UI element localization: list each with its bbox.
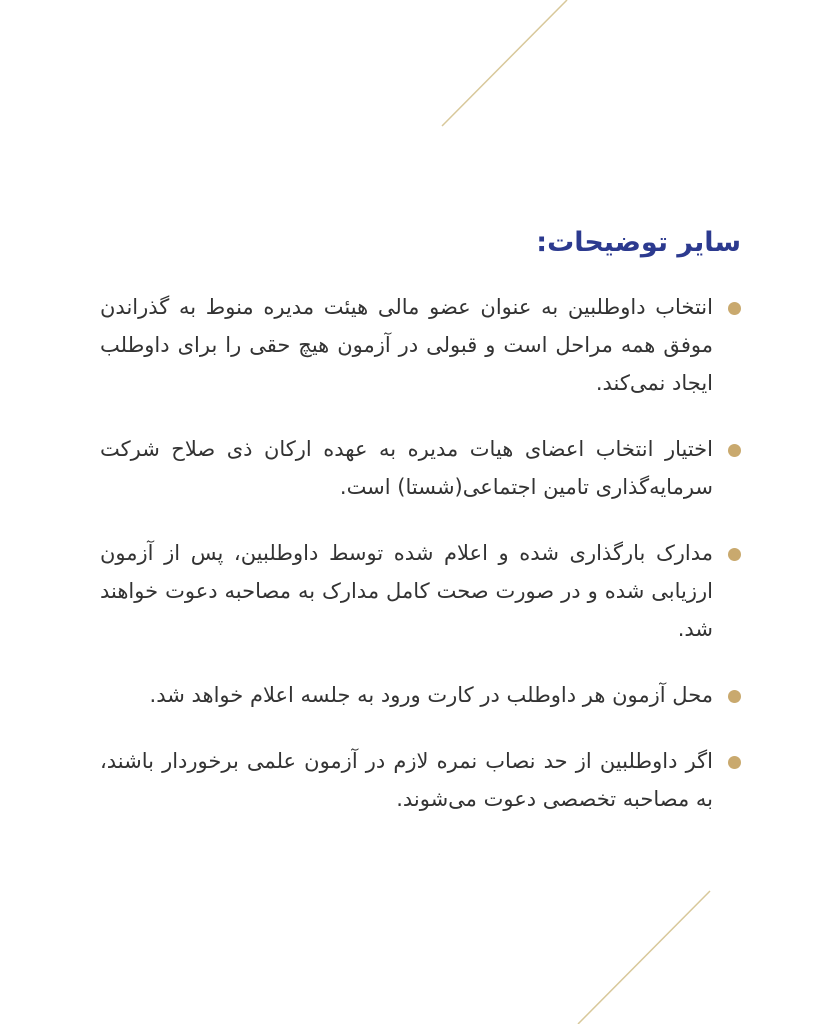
list-item	[100, 742, 741, 818]
bullet-dot-icon	[728, 302, 741, 315]
list-item-text: اگر داوطلبین از حد نصاب نمره لازم در آزمون علمی برخوردار باشند، به مصاحبه تخصصی دعوت می‌شوند.	[100, 749, 713, 812]
list-item	[100, 676, 741, 714]
top-diagonal-line	[442, 0, 567, 126]
list-item	[100, 430, 741, 506]
list-item-text: محل آزمون هر داوطلب در کارت ورود به جلسه اعلام خواهد شد.	[149, 683, 713, 708]
list-item	[100, 288, 741, 402]
bottom-diagonal-line	[578, 891, 710, 1024]
list-item-text: اختیار انتخاب اعضای هیات مدیره به عهده ارکان ذی صلاح شرکت سرمایه‌گذاری تامین اجتماعی(شستا) است.	[100, 437, 713, 500]
bullet-dot-icon	[728, 756, 741, 769]
notes-section	[100, 225, 741, 846]
bullet-dot-icon	[728, 690, 741, 703]
list-item-text: انتخاب داوطلبین به عنوان عضو مالی هیئت مدیره منوط به گذراندن موفق همه مراحل است و قبولی در آزمون هیچ حقی را برای داوطلب ایجاد نمی‌کند.	[100, 295, 713, 396]
list-item-text: مدارک بارگذاری شده و اعلام شده توسط داوطلبین، پس از آزمون ارزیابی شده و در صورت صحت کامل مدارک به مصاحبه دعوت خواهند شد.	[100, 541, 713, 642]
notes-list	[100, 288, 741, 818]
list-item	[100, 534, 741, 648]
section-title: سایر توضیحات:	[536, 227, 741, 258]
bullet-dot-icon	[728, 444, 741, 457]
bullet-dot-icon	[728, 548, 741, 561]
